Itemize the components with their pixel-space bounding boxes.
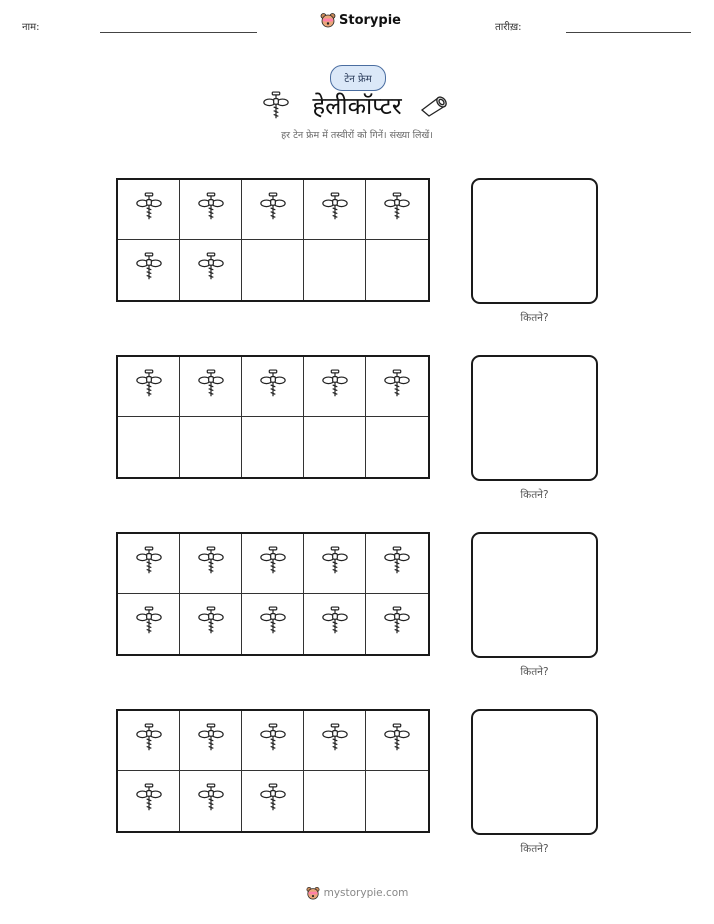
ten-frame — [116, 355, 430, 479]
helicopter-icon — [197, 722, 225, 760]
helicopter-icon — [259, 782, 287, 820]
frame-cell — [180, 594, 242, 654]
frame-cell — [118, 594, 180, 654]
frame-cell — [366, 240, 428, 300]
helicopter-icon — [259, 368, 287, 406]
helicopter-icon — [197, 251, 225, 289]
frame-cell — [304, 534, 366, 594]
answer-box[interactable] — [471, 532, 598, 658]
frame-cell — [118, 771, 180, 831]
answer-label: कितने? — [520, 666, 549, 678]
helicopter-icon — [321, 722, 349, 760]
frame-cell — [366, 534, 428, 594]
frame-cell — [304, 357, 366, 417]
helicopter-icon — [135, 251, 163, 289]
frame-cell — [118, 180, 180, 240]
frame-cell — [366, 357, 428, 417]
frame-cell — [180, 417, 242, 477]
answer-label: कितने? — [520, 843, 549, 855]
helicopter-icon — [197, 545, 225, 583]
helicopter-icon — [259, 545, 287, 583]
frame-cell — [242, 180, 304, 240]
frame-cell — [304, 180, 366, 240]
frame-cell — [118, 357, 180, 417]
frame-cell — [180, 711, 242, 771]
frame-cell — [366, 180, 428, 240]
helicopter-icon — [321, 545, 349, 583]
helicopter-icon — [197, 782, 225, 820]
helicopter-icon — [135, 782, 163, 820]
ten-frame — [116, 532, 430, 656]
frame-cell — [366, 711, 428, 771]
name-line[interactable] — [100, 32, 257, 33]
date-label: तारीख़: — [495, 22, 522, 33]
helicopter-icon — [321, 191, 349, 229]
helicopter-icon — [135, 545, 163, 583]
frame-cell — [118, 534, 180, 594]
frame-cell — [366, 594, 428, 654]
helicopter-icon — [383, 191, 411, 229]
frame-cell — [304, 594, 366, 654]
ten-frame — [116, 709, 430, 833]
helicopter-icon — [383, 368, 411, 406]
helicopter-icon — [259, 722, 287, 760]
bear-logo-icon — [306, 886, 320, 900]
frame-cell — [180, 357, 242, 417]
answer-label: कितने? — [520, 489, 549, 501]
helicopter-icon — [321, 605, 349, 643]
date-line[interactable] — [566, 32, 691, 33]
answer-box[interactable] — [471, 178, 598, 304]
frame-cell — [180, 180, 242, 240]
footer-url: mystorypie.com — [323, 887, 409, 899]
answer-label: कितने? — [520, 312, 549, 324]
frame-cell — [118, 240, 180, 300]
frame-cell — [242, 711, 304, 771]
frame-cell — [242, 771, 304, 831]
frame-cell — [180, 534, 242, 594]
tag-pill: टेन फ्रेम — [330, 65, 386, 91]
footer — [0, 886, 714, 900]
frame-cell — [118, 711, 180, 771]
frame-cell — [304, 240, 366, 300]
frame-cell — [180, 240, 242, 300]
brand-name: Storypie — [339, 12, 401, 28]
helicopter-icon — [135, 368, 163, 406]
helicopter-icon — [259, 605, 287, 643]
frame-cell — [180, 771, 242, 831]
helicopter-icon — [383, 722, 411, 760]
frame-cell — [366, 771, 428, 831]
instructions: हर टेन फ्रेम में तस्वीरों को गिनें। संख्या लिखें। — [281, 130, 433, 141]
helicopter-icon — [321, 368, 349, 406]
helicopter-icon — [383, 545, 411, 583]
frame-cell — [242, 240, 304, 300]
frame-cell — [304, 417, 366, 477]
helicopter-icon — [383, 605, 411, 643]
helicopter-icon — [259, 191, 287, 229]
frame-cell — [304, 711, 366, 771]
brand-logo — [320, 12, 401, 28]
frame-cell — [242, 357, 304, 417]
frame-cell — [366, 417, 428, 477]
frame-cell — [118, 417, 180, 477]
bear-logo-icon — [320, 12, 336, 28]
name-label: नाम: — [22, 22, 40, 33]
tube-icon — [418, 94, 448, 118]
frame-cell — [242, 594, 304, 654]
answer-box[interactable] — [471, 355, 598, 481]
answer-box[interactable] — [471, 709, 598, 835]
helicopter-icon — [135, 722, 163, 760]
helicopter-icon — [197, 368, 225, 406]
ten-frame — [116, 178, 430, 302]
helicopter-icon — [135, 605, 163, 643]
helicopter-icon — [197, 191, 225, 229]
frame-cell — [242, 534, 304, 594]
helicopter-icon — [197, 605, 225, 643]
helicopter-icon — [135, 191, 163, 229]
page-title: हेलीकॉप्टर — [312, 92, 402, 120]
frame-cell — [304, 771, 366, 831]
frame-cell — [242, 417, 304, 477]
